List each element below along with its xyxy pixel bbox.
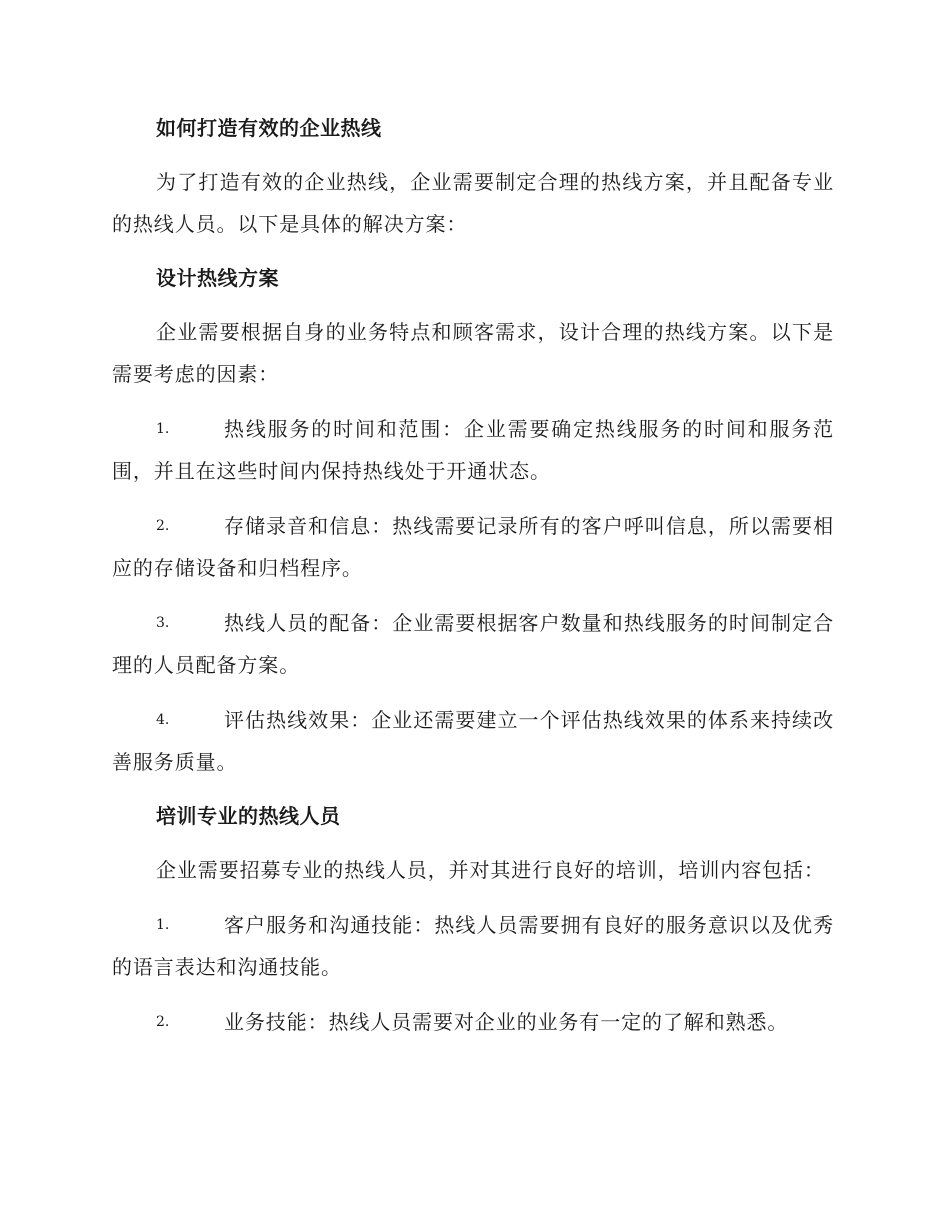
list-item [112,904,834,988]
list-item-text: 业务技能：热线人员需要对企业的业务有一定的了解和熟悉。 [224,1010,789,1034]
list-number: 2. [156,1014,170,1030]
list-number: 3. [156,615,170,631]
list-item [112,1001,834,1043]
section-heading-training: 培训专业的热线人员 [156,804,341,828]
list-item [112,699,834,783]
section-training-intro: 企业需要招募专业的热线人员，并对其进行良好的培训，培训内容包括： [156,858,825,882]
list-number: 4. [156,712,170,728]
list-item-text: 客户服务和沟通技能：热线人员需要拥有良好的服务意识以及优秀的语言表达和沟通技能。 [112,913,834,979]
list-item [112,602,834,686]
list-number: 1. [156,421,170,437]
list-item [112,505,834,589]
section-heading-design: 设计热线方案 [156,266,279,290]
list-item-text: 热线人员的配备：企业需要根据客户数量和热线服务的时间制定合理的人员配备方案。 [112,611,834,677]
list-item-text: 评估热线效果：企业还需要建立一个评估热线效果的体系来持续改善服务质量。 [112,708,834,774]
intro-paragraph: 为了打造有效的企业热线，企业需要制定合理的热线方案，并且配备专业的热线人员。以下是具体的解决方案： [112,170,834,236]
list-number: 2. [156,518,170,534]
section-design-intro: 企业需要根据自身的业务特点和顾客需求，设计合理的热线方案。以下是需要考虑的因素： [112,320,834,386]
list-number: 1. [156,917,170,933]
list-item [112,408,834,492]
list-item-text: 热线服务的时间和范围：企业需要确定热线服务的时间和服务范围，并且在这些时间内保持热线处于开通状态。 [112,417,834,483]
document-body [112,108,834,1056]
list-item-text: 存储录音和信息：热线需要记录所有的客户呼叫信息，所以需要相应的存储设备和归档程序。 [112,514,834,580]
page-title: 如何打造有效的企业热线 [156,116,382,140]
